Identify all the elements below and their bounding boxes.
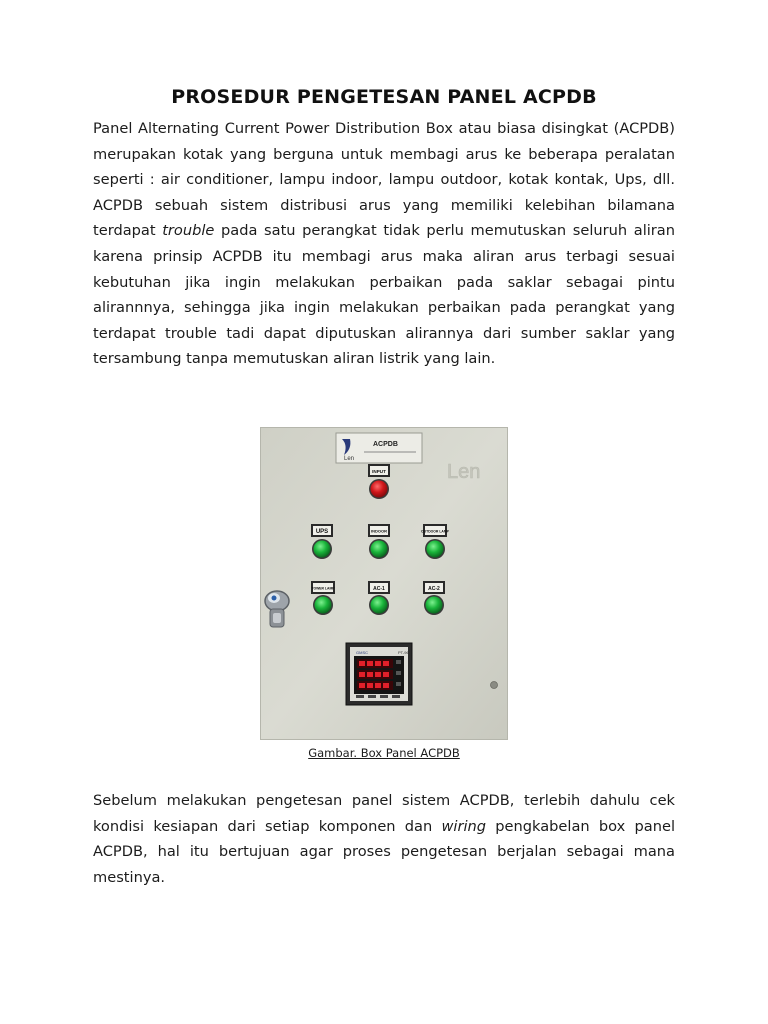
meter-brand: GMSC	[356, 650, 368, 655]
procedure-paragraph	[93, 788, 675, 890]
green-lamp	[426, 597, 443, 614]
acpdb-panel-photo	[260, 427, 508, 740]
power-meter	[346, 643, 412, 705]
green-lamp	[427, 541, 444, 558]
hinge-screw	[491, 682, 498, 689]
intro-italic: trouble	[162, 222, 215, 240]
nameplate	[336, 433, 422, 463]
green-lamp	[371, 597, 388, 614]
ac2-label: AC-2	[428, 586, 440, 592]
procedure-italic: wiring	[441, 817, 487, 835]
figure-caption: Gambar. Box Panel ACPDB	[308, 746, 460, 760]
procedure-text-2: pengkabelan box panel ACPDB, hal itu bertujuan agar proses pengetesan berjalan sebagai mana mestinya.	[93, 817, 675, 886]
watermark-logo: Len	[447, 461, 481, 483]
input-label: INPUT	[372, 469, 386, 474]
tower-label: TOWER LAMP	[311, 586, 335, 591]
document-title: PROSEDUR PENGETESAN PANEL ACPDB	[171, 86, 597, 108]
intro-paragraph	[93, 116, 675, 372]
procedure-text-1: Sebelum melakukan pengetesan panel sistem ACPDB, terlebih dahulu cek kondisi kesiapan dari setiap komponen dan	[93, 792, 675, 835]
green-lamp	[314, 541, 331, 558]
intro-text-1: Panel Alternating Current Power Distribution Box atau biasa disingkat (ACPDB) merupakan kotak yang berguna untuk membagi arus ke beberapa peralatan seperti : air conditioner, lampu indoor, lampu outdoor, kotak kontak, Ups, dll. ACPDB sebuah sistem distribusi arus yang memiliki kelebihan bilamana terdapat	[93, 120, 675, 240]
indoor-label: INDOOR	[371, 528, 387, 534]
meter-model: PT-96	[398, 650, 409, 655]
document-body-2	[93, 788, 675, 890]
green-lamp	[315, 597, 332, 614]
red-lamp	[371, 481, 388, 498]
nameplate-title: ACPDB	[373, 441, 398, 448]
ups-label: UPS	[315, 529, 329, 535]
outdoor-label: OUTDOOR LAMP	[421, 529, 449, 534]
green-lamp	[371, 541, 388, 558]
document-body	[93, 86, 675, 372]
nameplate-logo: Len	[344, 456, 355, 462]
ac1-label: AC-1	[373, 586, 385, 592]
intro-text-2: pada satu perangkat tidak perlu memutuskan seluruh aliran karena prinsip ACPDB itu membagi arus maka aliran arus terbagi sesuai kebutuhan jika ingin melakukan perbaikan pada saklar sebagai pintu alirannnya, sehingga jika ingin melakukan perbaikan pada perangkat yang terdapat trouble tadi dapat diputuskan alirannya dari sumber saklar yang tersambung tanpa memutuskan aliran listrik yang lain.	[93, 222, 676, 368]
